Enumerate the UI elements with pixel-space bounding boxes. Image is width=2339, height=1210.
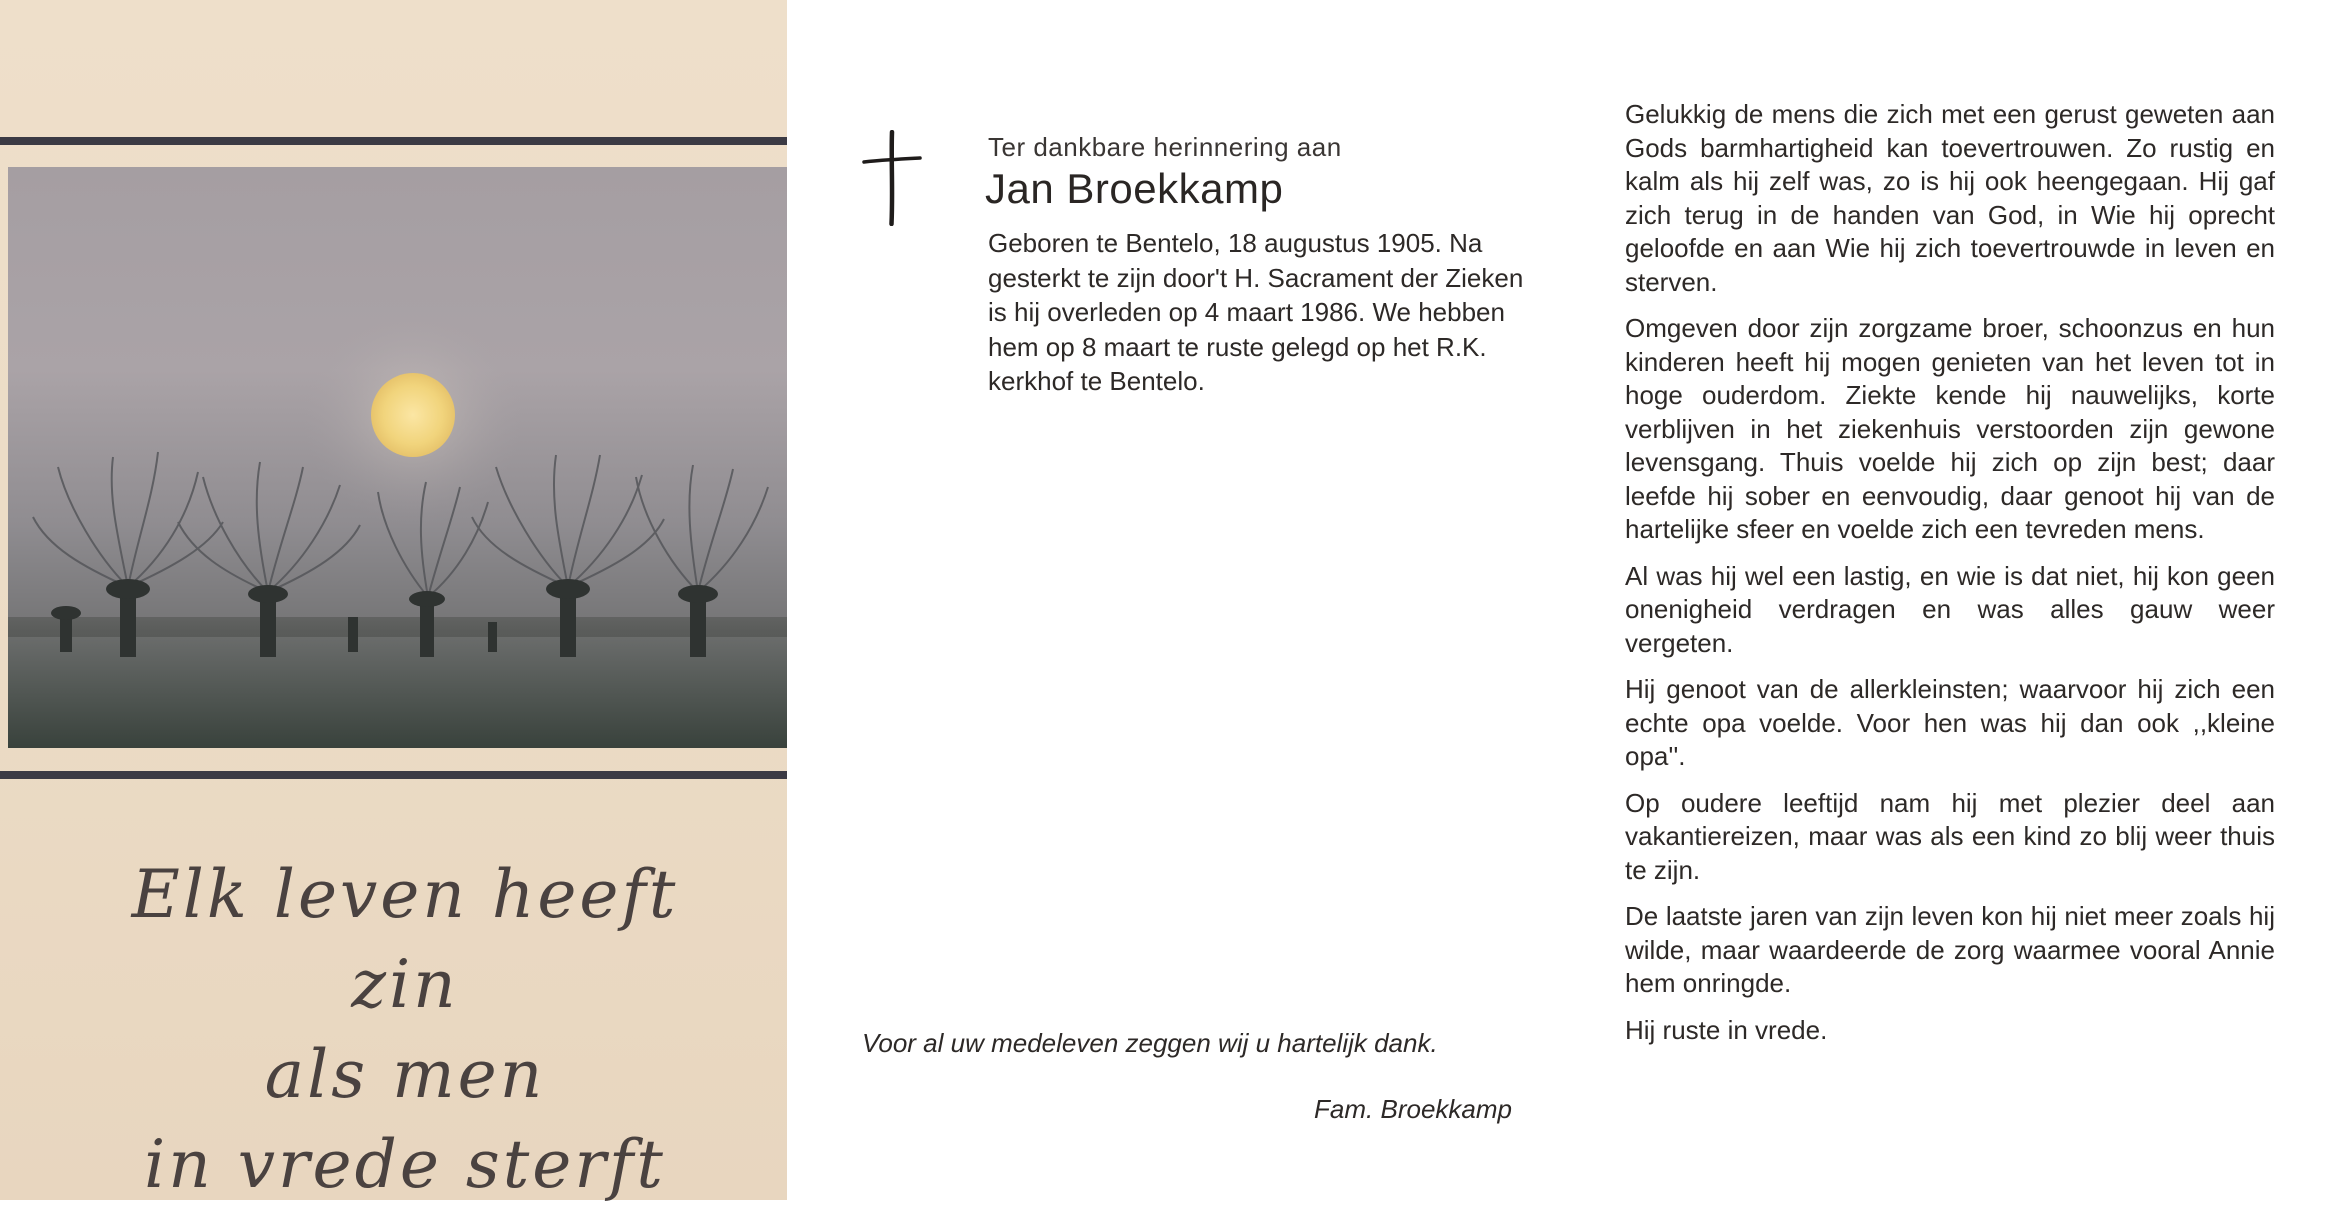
paragraph-3: Al was hij wel een lastig, en wie is dat niet, hij kon geen onenigheid verdragen en was alles gauw weer vergeten. [1625,560,2275,658]
motto-line-2: als men [264,1036,546,1113]
motto-line-3: in vrede sterft [144,1126,666,1203]
paragraph-4: Hij genoot van de allerkleinsten; waarvoor hij zich een echte opa voelde. Voor hen was hij dan ook ,,kleine opa''. [1625,674,2275,771]
cover-motto [95,850,715,1210]
paragraph-1: Gelukkig de mens die zich met een gerust geweten aan Gods barmhartigheid kan toevertrouwen. Zo rustig en kalm als hij zelf was, zo is hij ook heengegaan. Hij gaf zich terug in de handen van God, in Wie hij oprecht geloofde en aan Wie hij zich toevertrouwde in leven en sterven. [1625,99,2275,297]
cover-photo [8,167,787,748]
cover-panel [0,0,787,1203]
biography-text: Geboren te Bentelo, 18 augustus 1905. Na gesterkt te zijn door't H. Sacrament der Zieken is hij overleden op 4 maart 1986. We hebben hem op 8 maart te ruste gelegd op het R.K. kerkhof te Bentelo. [988,228,1524,396]
cross-icon [862,130,922,231]
sun-shape [371,373,455,457]
deceased-name: Jan Broekkamp [985,165,1284,212]
remembrance-text [1625,98,2275,1060]
top-rule [0,137,787,145]
bottom-rule [0,771,787,779]
memorial-intro: Ter dankbare herinnering aan [988,132,1342,162]
misty-landscape-image [8,167,787,748]
thanks-message: Voor al uw medeleven zeggen wij u hartelijk dank. [862,1028,1438,1058]
paragraph-2: Omgeven door zijn zorgzame broer, schoonzus en hun kinderen heeft hij mogen genieten van het leven tot in hoge ouderdom. Ziekte kende hij nauwelijks, korte verblijven in het ziekenhuis verstoorden zijn gewone levensgang. Thuis voelde hij zich op zijn best; daar leefde hij sober en eenvoudig, daar genoot hij van de hartelijke sfeer en voelde zich een tevreden mens. [1625,313,2275,544]
family-signature: Fam. Broekkamp [1314,1094,1512,1124]
paragraph-5: Op oudere leeftijd nam hij met plezier deel aan vakantiereizen, maar was als een kind zo blij weer thuis te zijn. [1625,787,2275,885]
motto-line-1: Elk leven heeft zin [131,856,679,1023]
paragraph-6: De laatste jaren van zijn leven kon hij niet meer zoals hij wilde, maar waardeerde de zorg waarmee vooral Annie hem onringde. [1625,901,2275,998]
paragraph-7: Hij ruste in vrede. [1625,1014,1828,1045]
